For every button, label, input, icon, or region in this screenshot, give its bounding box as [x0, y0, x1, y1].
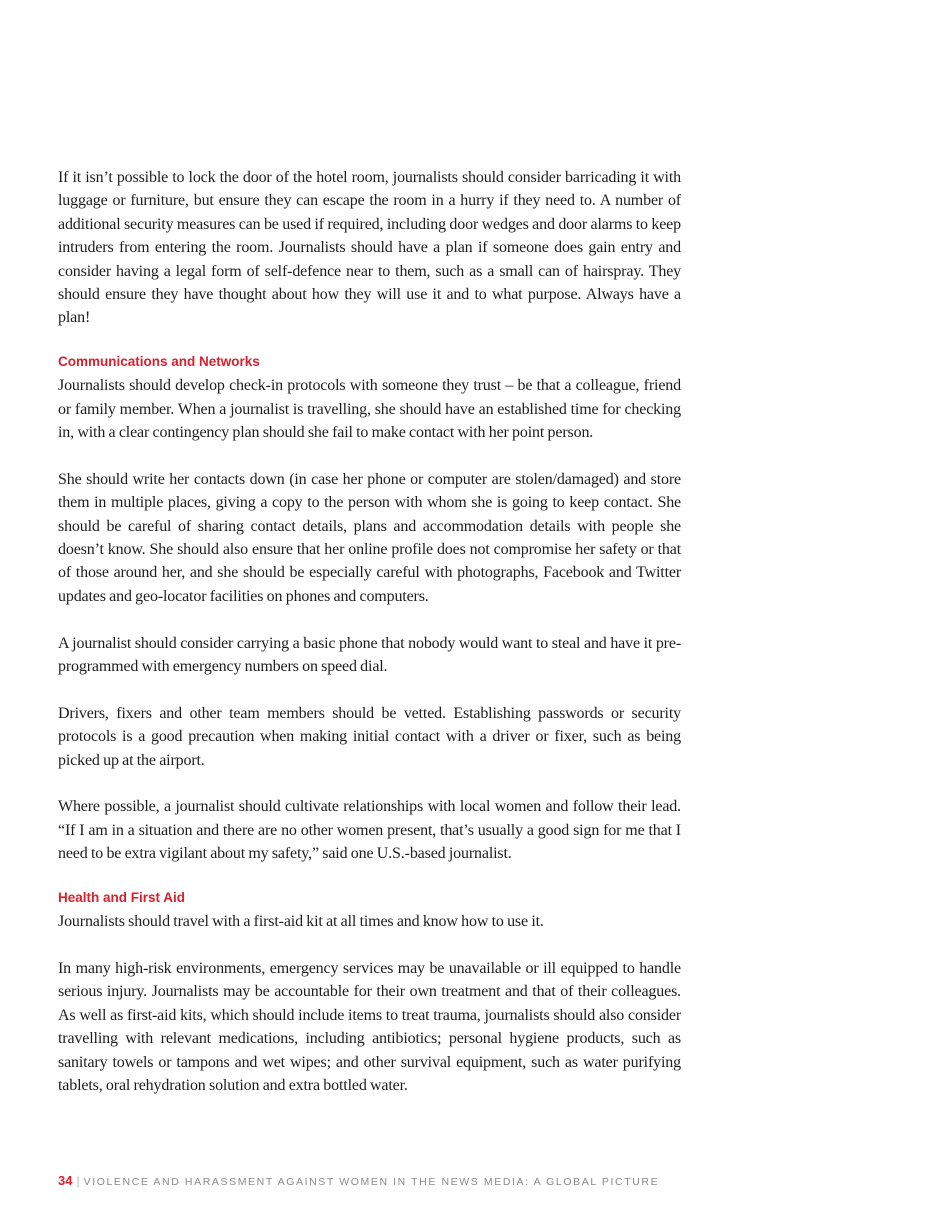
page-number: 34 [58, 1173, 73, 1188]
page-footer [58, 1172, 698, 1190]
section-heading-communications: Communications and Networks [58, 354, 260, 370]
paragraph-local-women: Where possible, a journalist should cultivate relationships with local women and follow their lead. “If I am in a situation and there are no other women present, that’s usually a good sign for me that I need to be extra vigilant about my safety,” said one U.S.-based journalist. [58, 798, 681, 863]
page-body [58, 166, 681, 1121]
section-heading-health: Health and First Aid [58, 890, 186, 906]
footer-publication-title: VIOLENCE AND HARASSMENT AGAINST WOMEN IN THE NEWS MEDIA: A GLOBAL PICTURE [83, 1176, 660, 1188]
paragraph-high-risk-environments: In many high-risk environments, emergency services may be unavailable or ill equipped to handle serious injury. Journalists may be accountable for their own treatment and that of their colleagues. As well as first-aid kits, which should include items to treat trauma, journalists should also consider travelling with relevant medications, including antibiotics; personal hygiene products, such as sanitary towels or tampons and wet wipes; and other survival equipment, such as water purifying tablets, oral rehydration solution and extra bottled water. [58, 959, 681, 1094]
paragraph-basic-phone: A journalist should consider carrying a basic phone that nobody would want to steal and have it pre-programmed with emergency numbers on speed dial. [58, 634, 681, 676]
paragraph-contacts: She should write her contacts down (in case her phone or computer are stolen/damaged) and store them in multiple places, giving a copy to the person with whom she is going to keep contact. She should be careful of sharing contact details, plans and accommodation details with people she doesn’t know. She should also ensure that her online profile does not compromise her safety or that of those around her, and she should be especially careful with photographs, Facebook and Twitter updates and geo-locator facilities on phones and computers. [58, 470, 681, 605]
paragraph-hotel-security: If it isn’t possible to lock the door of the hotel room, journalists should consider barricading it with luggage or furniture, but ensure they can escape the room in a hurry if they need to. A number of additional security measures can be used if required, including door wedges and door alarms to keep intruders from entering the room. Journalists should have a plan if someone does gain entry and consider having a legal form of self-defence near to them, such as a small can of hairspray. They should ensure they have thought about how they will use it and to what purpose. Always have a plan! [58, 169, 681, 327]
paragraph-check-in-protocols: Journalists should develop check-in protocols with someone they trust – be that a colleague, friend or family member. When a journalist is travelling, she should have an established time for checking in, with a clear contingency plan should she fail to make contact with her point person. [58, 377, 681, 442]
paragraph-first-aid-kit: Journalists should travel with a first-aid kit at all times and know how to use it. [58, 913, 544, 931]
paragraph-vetting: Drivers, fixers and other team members should be vetted. Establishing passwords or security protocols is a good precaution when making initial contact with a driver or fixer, such as being picked up at the airport. [58, 704, 681, 769]
footer-separator: | [76, 1174, 80, 1188]
